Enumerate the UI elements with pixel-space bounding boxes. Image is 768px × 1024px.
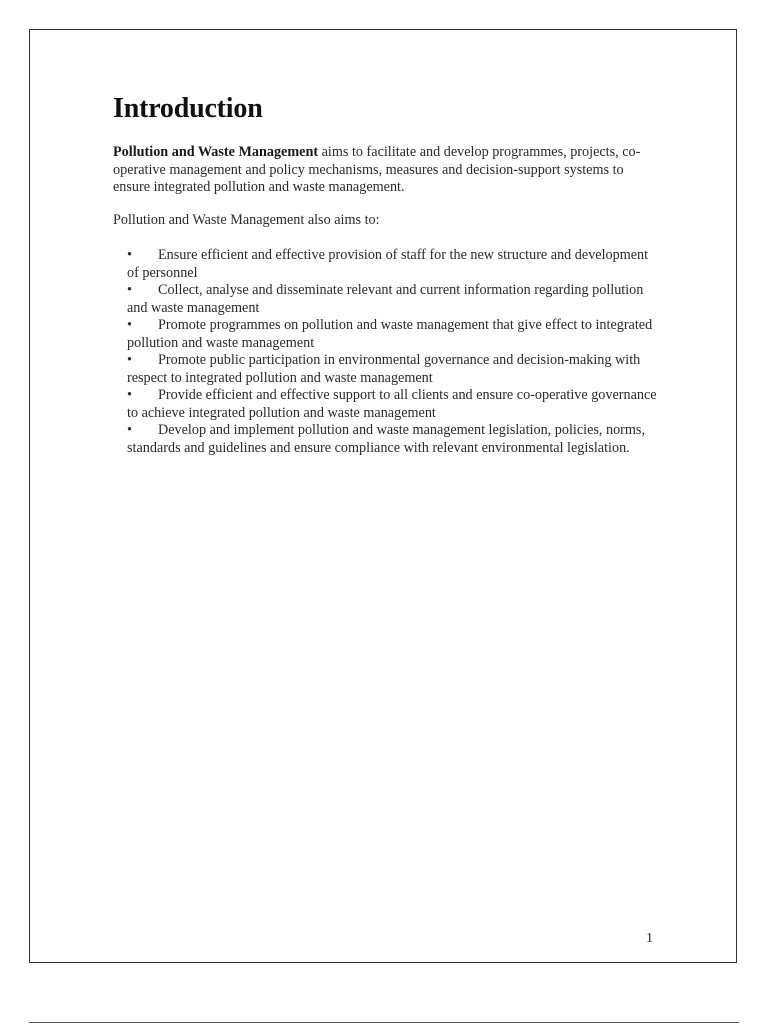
bullet-icon: • (127, 317, 132, 333)
list-item-text: Promote programmes on pollution and waste management that give effect to integrated pollution and waste management (127, 317, 653, 351)
list-item-text: Collect, analyse and disseminate relevant and current information regarding pollution and waste management (127, 282, 644, 316)
aims-lead-paragraph: Pollution and Waste Management also aims to: (113, 212, 380, 228)
bullet-icon: • (127, 387, 132, 403)
intro-text: aims to facilitate and develop programmes, projects, co-operative management and policy mechanisms, measures and decision-support systems to ensure integrated pollution and waste management. (113, 144, 641, 195)
list-item-text: Provide efficient and effective support to all clients and ensure co-operative governance to achieve integrated pollution and waste management (127, 387, 657, 421)
page-title: Introduction (113, 93, 263, 124)
bullet-icon: • (127, 282, 132, 298)
list-item-text: Develop and implement pollution and waste management legislation, policies, norms, standards and guidelines and ensure compliance with relevant environmental legislation. (127, 422, 645, 456)
intro-bold-term: Pollution and Waste Management (113, 144, 319, 160)
bullet-icon: • (127, 247, 132, 263)
intro-paragraph (113, 144, 658, 197)
list-item (127, 387, 662, 422)
list-item (127, 282, 662, 317)
page-bottom-divider (29, 1022, 739, 1023)
aims-bullet-list (127, 247, 662, 457)
list-item (127, 247, 662, 282)
page-number: 1 (646, 931, 653, 946)
list-item (127, 317, 662, 352)
bullet-icon: • (127, 422, 132, 438)
list-item-text: Promote public participation in environmental governance and decision-making with respect to integrated pollution and waste management (127, 352, 641, 386)
list-item (127, 352, 662, 387)
bullet-icon: • (127, 352, 132, 368)
list-item-text: Ensure efficient and effective provision of staff for the new structure and development of personnel (127, 247, 649, 281)
list-item (127, 422, 662, 457)
